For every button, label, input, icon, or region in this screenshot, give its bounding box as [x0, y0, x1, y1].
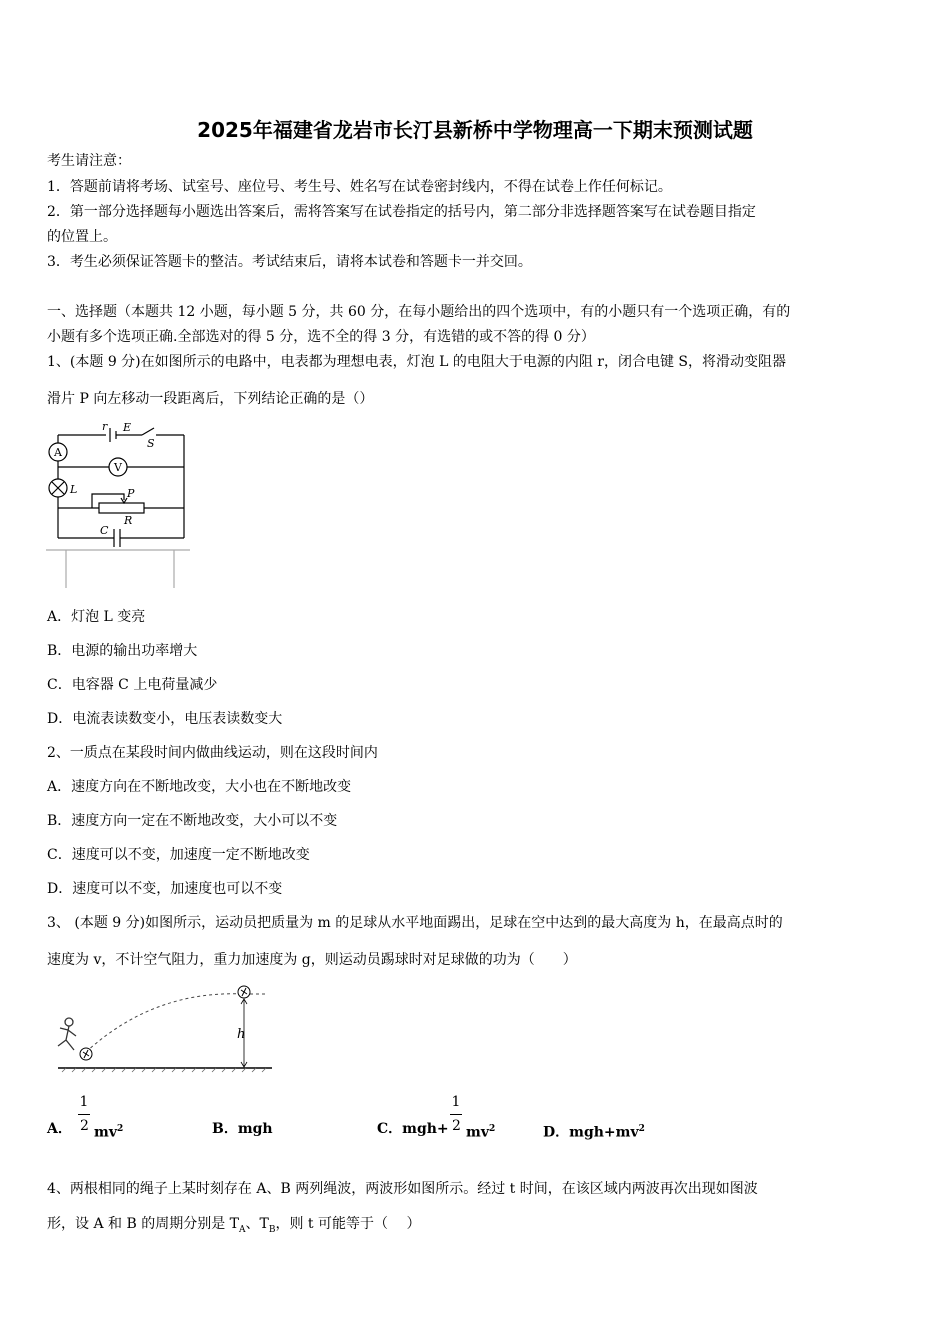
- fraction-half: [78, 1094, 90, 1134]
- fraction-half: [450, 1094, 462, 1134]
- q3-option-b: B．mgh: [212, 1121, 273, 1137]
- q2-option-a: A．速度方向在不断地改变，大小也在不断地改变: [47, 779, 352, 795]
- section-heading-cont: 小题有多个选项正确.全部选对的得 5 分，选不全的得 3 分，有选错的或不答的得 0 分）: [47, 329, 595, 345]
- circuit-label-E: E: [123, 421, 132, 434]
- q1-option-b: B．电源的输出功率增大: [47, 643, 198, 659]
- q3-stem-cont: 速度为 v，不计空气阻力，重力加速度为 g，则运动员踢球时对足球做的功为（ ）: [47, 952, 577, 968]
- notice-item: 3．考生必须保证答题卡的整洁。考试结束后，请将本试卷和答题卡一并交回。: [47, 254, 532, 270]
- q1-stem: 1、(本题 9 分)在如图所示的电路中，电表都为理想电表，灯泡 L 的电阻大于电源的内阻 r，闭合电键 S，将滑动变阻器: [47, 354, 787, 370]
- notice-heading: 考生请注意：: [47, 153, 131, 169]
- circuit-label-S: S: [147, 437, 155, 450]
- q3-stem: 3、 (本题 9 分)如图所示，运动员把质量为 m 的足球从水平地面踢出，足球在空中达到的最大高度为 h，在最高点时的: [47, 915, 783, 931]
- q3-option-d: D．$mgh+mv^2$: [543, 1124, 645, 1141]
- fraction-numerator: 1: [451, 1094, 461, 1110]
- q2-option-b: B．速度方向一定在不断地改变，大小可以不变: [47, 813, 338, 829]
- q4-stem: 4、两根相同的绳子上某时刻存在 A、B 两列绳波，两波形如图所示。经过 t 时间，在该区域内两波再次出现如图波: [47, 1181, 758, 1197]
- fraction-denominator: 2: [452, 1118, 461, 1134]
- q3-option-a: $mv^2$: [94, 1124, 124, 1141]
- q1-stem-cont: 滑片 P 向左移动一段距离后，下列结论正确的是（）: [47, 391, 374, 407]
- notice-item: 的位置上。: [47, 229, 117, 245]
- q2-option-c: C．速度可以不变，加速度一定不断地改变: [47, 847, 310, 863]
- page-title: 2025年福建省龙岩市长汀县新桥中学物理高一下期末预测试题: [197, 118, 753, 142]
- q1-option-d: D．电流表读数变小，电压表读数变大: [47, 711, 283, 727]
- q2-stem: 2、一质点在某段时间内做曲线运动，则在这段时间内: [47, 745, 378, 761]
- notice-item: 2．第一部分选择题每小题选出答案后，需将答案写在试卷指定的括号内，第二部分非选择题答案写在试卷题目指定: [47, 204, 756, 220]
- circuit-label-r: r: [102, 420, 108, 433]
- q1-option-c: C．电容器 C 上电荷量减少: [47, 677, 218, 693]
- height-label-h: h: [237, 1027, 246, 1042]
- circuit-label-L: L: [70, 483, 78, 496]
- q3-option-c: $mv^2$: [466, 1124, 496, 1141]
- notice-item: 1．答题前请将考场、试室号、座位号、考生号、姓名写在试卷密封线内，不得在试卷上作任何标记。: [47, 179, 672, 195]
- fraction-numerator: 1: [79, 1094, 89, 1110]
- q3-option-c-label: C．mgh+: [377, 1121, 449, 1137]
- circuit-label-P: P: [127, 487, 135, 500]
- section-heading: 一、选择题（本题共 12 小题，每小题 5 分，共 60 分，在每小题给出的四个选项中，有的小题只有一个选项正确，有的: [47, 304, 791, 320]
- q1-option-a: A．灯泡 L 变亮: [47, 609, 146, 625]
- q2-option-d: D．速度可以不变，加速度也可以不变: [47, 881, 283, 897]
- football-trajectory-figure: [44, 980, 274, 1080]
- voltmeter-label: V: [114, 461, 122, 474]
- circuit-label-C: C: [100, 524, 109, 537]
- circuit-label-R: R: [124, 514, 133, 527]
- ammeter-label: A: [54, 446, 62, 459]
- fraction-denominator: 2: [80, 1118, 89, 1134]
- circuit-diagram: [44, 420, 194, 590]
- q3-option-a-label: A．: [47, 1121, 72, 1137]
- q4-stem-cont: 形，设 A 和 B 的周期分别是 $T_A$、$T_B$，则 t 可能等于（ ）: [47, 1216, 421, 1235]
